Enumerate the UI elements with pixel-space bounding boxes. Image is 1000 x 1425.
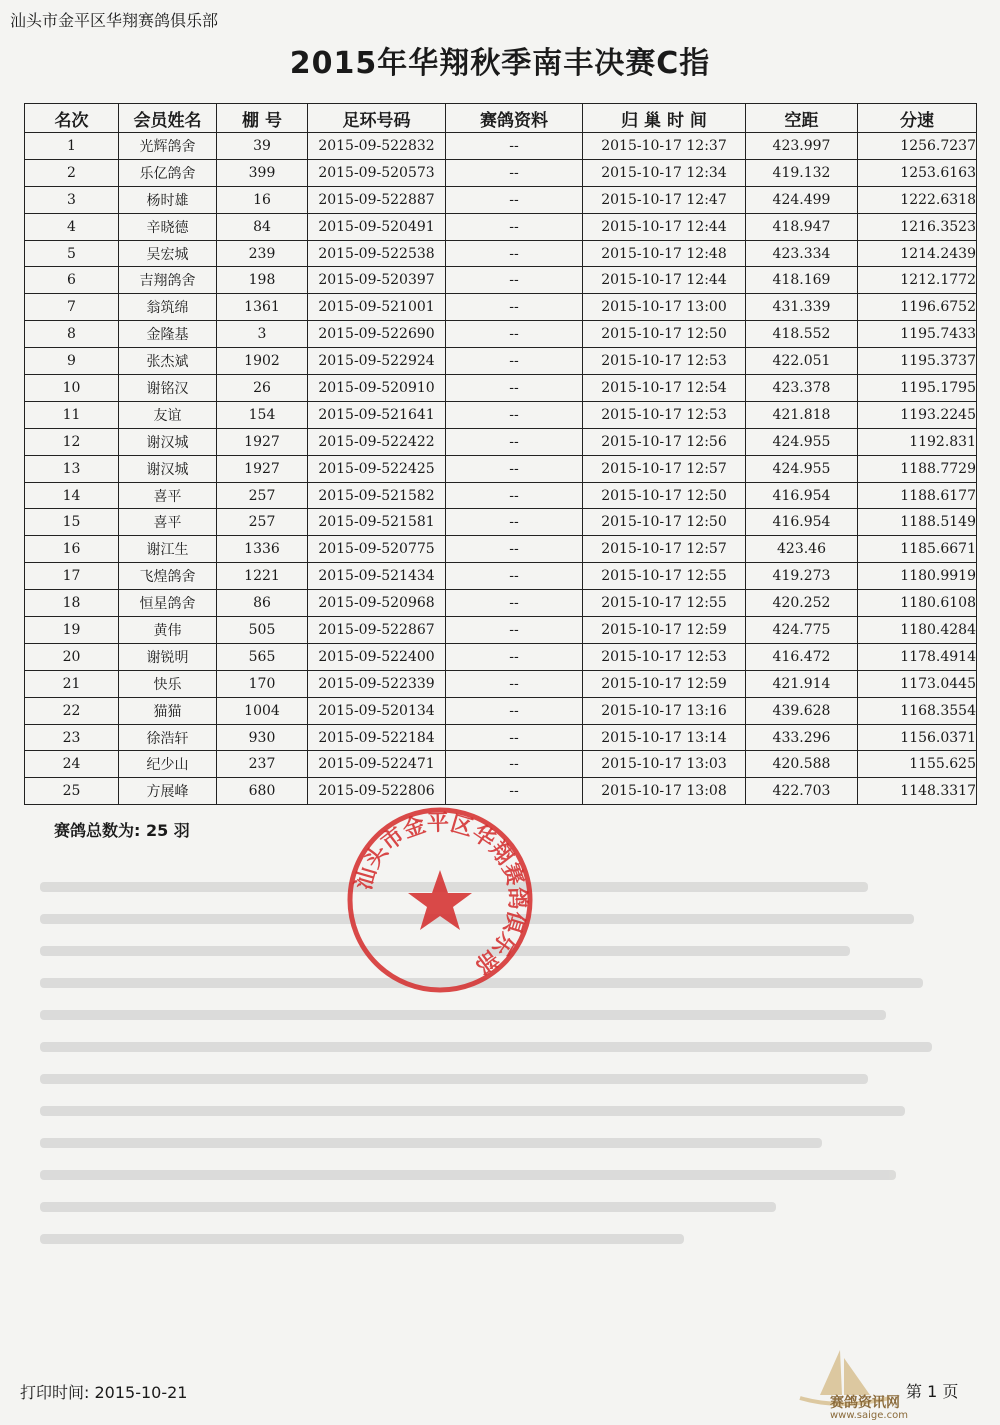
cell-distance: 431.339 (746, 294, 858, 321)
cell-loft: 154 (217, 401, 308, 428)
cell-rank: 25 (25, 778, 119, 805)
cell-member: 飞煌鸽舍 (119, 563, 217, 590)
cell-speed: 1180.9919 (858, 563, 977, 590)
cell-rank: 17 (25, 563, 119, 590)
cell-rank: 24 (25, 751, 119, 778)
cell-rank: 8 (25, 321, 119, 348)
cell-rank: 4 (25, 213, 119, 240)
cell-rank: 18 (25, 590, 119, 617)
col-header-distance: 空距 (746, 104, 858, 133)
cell-info: -- (446, 428, 583, 455)
cell-speed: 1178.4914 (858, 643, 977, 670)
cell-rank: 10 (25, 375, 119, 402)
cell-rank: 6 (25, 267, 119, 294)
cell-arrival: 2015-10-17 12:44 (583, 213, 746, 240)
col-header-speed: 分速 (858, 104, 977, 133)
cell-distance: 416.472 (746, 643, 858, 670)
cell-distance: 416.954 (746, 509, 858, 536)
cell-speed: 1180.6108 (858, 590, 977, 617)
cell-loft: 84 (217, 213, 308, 240)
table-row (25, 428, 977, 455)
cell-loft: 39 (217, 133, 308, 160)
page-number: 第 1 页 (906, 1382, 959, 1401)
cell-speed: 1173.0445 (858, 670, 977, 697)
cell-speed: 1185.6671 (858, 536, 977, 563)
col-header-loft: 棚 号 (217, 104, 308, 133)
cell-arrival: 2015-10-17 13:08 (583, 778, 746, 805)
cell-loft: 257 (217, 509, 308, 536)
cell-member: 翁筑绵 (119, 294, 217, 321)
col-header-member: 会员姓名 (119, 104, 217, 133)
watermark-text: 赛鸽资讯网 (830, 1395, 900, 1411)
cell-arrival: 2015-10-17 12:56 (583, 428, 746, 455)
cell-info: -- (446, 670, 583, 697)
cell-ring: 2015-09-522422 (308, 428, 446, 455)
cell-info: -- (446, 697, 583, 724)
cell-speed: 1195.3737 (858, 348, 977, 375)
cell-info: -- (446, 590, 583, 617)
cell-loft: 198 (217, 267, 308, 294)
cell-speed: 1195.7433 (858, 321, 977, 348)
table-row (25, 482, 977, 509)
cell-distance: 423.997 (746, 133, 858, 160)
cell-distance: 424.955 (746, 428, 858, 455)
cell-info: -- (446, 321, 583, 348)
cell-distance: 418.947 (746, 213, 858, 240)
cell-distance: 419.273 (746, 563, 858, 590)
cell-member: 猫猫 (119, 697, 217, 724)
cell-distance: 418.169 (746, 267, 858, 294)
cell-ring: 2015-09-522832 (308, 133, 446, 160)
cell-info: -- (446, 482, 583, 509)
cell-info: -- (446, 375, 583, 402)
cell-member: 恒星鸽舍 (119, 590, 217, 617)
cell-member: 友谊 (119, 401, 217, 428)
watermark-url: www.saige.com (830, 1410, 908, 1421)
cell-info: -- (446, 778, 583, 805)
cell-member: 黄伟 (119, 617, 217, 644)
col-header-ring: 足环号码 (308, 104, 446, 133)
results-table (24, 103, 977, 805)
cell-speed: 1148.3317 (858, 778, 977, 805)
cell-loft: 1361 (217, 294, 308, 321)
cell-info: -- (446, 536, 583, 563)
cell-speed: 1256.7237 (858, 133, 977, 160)
cell-distance: 418.552 (746, 321, 858, 348)
club-seal-stamp (340, 800, 540, 1000)
table-row (25, 240, 977, 267)
cell-arrival: 2015-10-17 12:34 (583, 159, 746, 186)
col-header-rank: 名次 (25, 104, 119, 133)
cell-ring: 2015-09-522867 (308, 617, 446, 644)
cell-distance: 422.703 (746, 778, 858, 805)
table-row (25, 186, 977, 213)
cell-speed: 1155.625 (858, 751, 977, 778)
table-row (25, 724, 977, 751)
cell-speed: 1195.1795 (858, 375, 977, 402)
cell-loft: 565 (217, 643, 308, 670)
cell-speed: 1216.3523 (858, 213, 977, 240)
table-row (25, 348, 977, 375)
cell-ring: 2015-09-521641 (308, 401, 446, 428)
cell-member: 方展峰 (119, 778, 217, 805)
cell-speed: 1212.1772 (858, 267, 977, 294)
cell-rank: 21 (25, 670, 119, 697)
cell-rank: 12 (25, 428, 119, 455)
cell-ring: 2015-09-522887 (308, 186, 446, 213)
cell-rank: 5 (25, 240, 119, 267)
cell-rank: 2 (25, 159, 119, 186)
cell-member: 纪少山 (119, 751, 217, 778)
cell-rank: 11 (25, 401, 119, 428)
cell-info: -- (446, 294, 583, 321)
cell-ring: 2015-09-522184 (308, 724, 446, 751)
cell-ring: 2015-09-521582 (308, 482, 446, 509)
cell-info: -- (446, 186, 583, 213)
cell-arrival: 2015-10-17 12:57 (583, 536, 746, 563)
cell-rank: 23 (25, 724, 119, 751)
table-row (25, 401, 977, 428)
cell-distance: 424.775 (746, 617, 858, 644)
col-header-info: 赛鸽资料 (446, 104, 583, 133)
table-row (25, 133, 977, 160)
cell-loft: 26 (217, 375, 308, 402)
cell-member: 吴宏城 (119, 240, 217, 267)
cell-distance: 423.378 (746, 375, 858, 402)
cell-info: -- (446, 455, 583, 482)
table-row (25, 294, 977, 321)
cell-member: 喜平 (119, 509, 217, 536)
club-name: 汕头市金平区华翔赛鸽俱乐部 (10, 11, 219, 30)
cell-member: 谢汉城 (119, 455, 217, 482)
cell-speed: 1253.6163 (858, 159, 977, 186)
cell-speed: 1214.2439 (858, 240, 977, 267)
table-row (25, 321, 977, 348)
cell-info: -- (446, 240, 583, 267)
cell-arrival: 2015-10-17 13:14 (583, 724, 746, 751)
table-row (25, 213, 977, 240)
table-row (25, 590, 977, 617)
cell-info: -- (446, 509, 583, 536)
cell-distance: 423.334 (746, 240, 858, 267)
table-row (25, 751, 977, 778)
cell-speed: 1156.0371 (858, 724, 977, 751)
cell-info: -- (446, 401, 583, 428)
cell-loft: 170 (217, 670, 308, 697)
cell-info: -- (446, 133, 583, 160)
cell-info: -- (446, 159, 583, 186)
cell-speed: 1188.6177 (858, 482, 977, 509)
cell-member: 张杰斌 (119, 348, 217, 375)
cell-info: -- (446, 213, 583, 240)
cell-loft: 680 (217, 778, 308, 805)
table-row (25, 563, 977, 590)
cell-member: 谢江生 (119, 536, 217, 563)
cell-info: -- (446, 751, 583, 778)
cell-loft: 1221 (217, 563, 308, 590)
cell-loft: 86 (217, 590, 308, 617)
cell-arrival: 2015-10-17 13:16 (583, 697, 746, 724)
cell-member: 光辉鸽舍 (119, 133, 217, 160)
cell-distance: 420.252 (746, 590, 858, 617)
cell-arrival: 2015-10-17 12:53 (583, 401, 746, 428)
cell-info: -- (446, 348, 583, 375)
table-row (25, 509, 977, 536)
cell-arrival: 2015-10-17 12:59 (583, 670, 746, 697)
table-row (25, 697, 977, 724)
cell-arrival: 2015-10-17 13:03 (583, 751, 746, 778)
cell-ring: 2015-09-520573 (308, 159, 446, 186)
cell-loft: 257 (217, 482, 308, 509)
cell-speed: 1196.6752 (858, 294, 977, 321)
cell-ring: 2015-09-520134 (308, 697, 446, 724)
cell-ring: 2015-09-522471 (308, 751, 446, 778)
cell-speed: 1188.5149 (858, 509, 977, 536)
cell-info: -- (446, 267, 583, 294)
cell-arrival: 2015-10-17 12:54 (583, 375, 746, 402)
cell-distance: 416.954 (746, 482, 858, 509)
total-count: 赛鸽总数为: 25 羽 (54, 821, 190, 840)
cell-ring: 2015-09-521434 (308, 563, 446, 590)
cell-speed: 1222.6318 (858, 186, 977, 213)
col-header-arrival: 归 巢 时 间 (583, 104, 746, 133)
cell-distance: 423.46 (746, 536, 858, 563)
cell-arrival: 2015-10-17 12:50 (583, 509, 746, 536)
cell-ring: 2015-09-522690 (308, 321, 446, 348)
cell-distance: 419.132 (746, 159, 858, 186)
cell-loft: 1004 (217, 697, 308, 724)
cell-info: -- (446, 724, 583, 751)
cell-member: 辛晓德 (119, 213, 217, 240)
table-row (25, 536, 977, 563)
cell-distance: 420.588 (746, 751, 858, 778)
cell-ring: 2015-09-520491 (308, 213, 446, 240)
page-title: 2015年华翔秋季南丰决赛C指 (289, 46, 711, 81)
table-row (25, 455, 977, 482)
cell-member: 谢锐明 (119, 643, 217, 670)
cell-info: -- (446, 563, 583, 590)
table-row (25, 617, 977, 644)
cell-speed: 1180.4284 (858, 617, 977, 644)
cell-distance: 424.499 (746, 186, 858, 213)
cell-loft: 930 (217, 724, 308, 751)
cell-rank: 3 (25, 186, 119, 213)
cell-member: 乐亿鸽舍 (119, 159, 217, 186)
cell-arrival: 2015-10-17 12:53 (583, 643, 746, 670)
cell-ring: 2015-09-520775 (308, 536, 446, 563)
cell-distance: 421.914 (746, 670, 858, 697)
cell-ring: 2015-09-520910 (308, 375, 446, 402)
cell-rank: 16 (25, 536, 119, 563)
cell-distance: 422.051 (746, 348, 858, 375)
cell-distance: 421.818 (746, 401, 858, 428)
cell-member: 快乐 (119, 670, 217, 697)
cell-rank: 20 (25, 643, 119, 670)
star-icon (408, 870, 472, 930)
cell-arrival: 2015-10-17 12:55 (583, 590, 746, 617)
cell-rank: 15 (25, 509, 119, 536)
cell-loft: 505 (217, 617, 308, 644)
cell-rank: 1 (25, 133, 119, 160)
cell-ring: 2015-09-520397 (308, 267, 446, 294)
cell-arrival: 2015-10-17 13:00 (583, 294, 746, 321)
cell-ring: 2015-09-521001 (308, 294, 446, 321)
cell-member: 喜平 (119, 482, 217, 509)
cell-speed: 1193.2245 (858, 401, 977, 428)
table-header-row (25, 104, 977, 133)
cell-speed: 1192.831 (858, 428, 977, 455)
cell-arrival: 2015-10-17 12:50 (583, 482, 746, 509)
cell-ring: 2015-09-520968 (308, 590, 446, 617)
cell-loft: 16 (217, 186, 308, 213)
cell-info: -- (446, 617, 583, 644)
cell-ring: 2015-09-522538 (308, 240, 446, 267)
cell-distance: 424.955 (746, 455, 858, 482)
cell-member: 吉翔鸽舍 (119, 267, 217, 294)
cell-member: 谢铭汉 (119, 375, 217, 402)
cell-arrival: 2015-10-17 12:37 (583, 133, 746, 160)
cell-loft: 237 (217, 751, 308, 778)
cell-ring: 2015-09-522400 (308, 643, 446, 670)
cell-loft: 3 (217, 321, 308, 348)
cell-arrival: 2015-10-17 12:57 (583, 455, 746, 482)
cell-rank: 22 (25, 697, 119, 724)
cell-member: 金隆基 (119, 321, 217, 348)
cell-ring: 2015-09-522806 (308, 778, 446, 805)
cell-rank: 7 (25, 294, 119, 321)
cell-ring: 2015-09-521581 (308, 509, 446, 536)
cell-loft: 1336 (217, 536, 308, 563)
cell-distance: 433.296 (746, 724, 858, 751)
cell-ring: 2015-09-522339 (308, 670, 446, 697)
cell-arrival: 2015-10-17 12:53 (583, 348, 746, 375)
cell-rank: 13 (25, 455, 119, 482)
cell-loft: 1927 (217, 455, 308, 482)
cell-loft: 1927 (217, 428, 308, 455)
cell-rank: 19 (25, 617, 119, 644)
table-row (25, 670, 977, 697)
cell-member: 徐浩轩 (119, 724, 217, 751)
cell-ring: 2015-09-522425 (308, 455, 446, 482)
cell-arrival: 2015-10-17 12:44 (583, 267, 746, 294)
svg-text:汕头市金平区华翔赛鸽俱乐部: 汕头市金平区华翔赛鸽俱乐部 (351, 810, 530, 978)
table-row (25, 267, 977, 294)
cell-speed: 1188.7729 (858, 455, 977, 482)
cell-ring: 2015-09-522924 (308, 348, 446, 375)
cell-loft: 399 (217, 159, 308, 186)
cell-speed: 1168.3554 (858, 697, 977, 724)
cell-arrival: 2015-10-17 12:55 (583, 563, 746, 590)
cell-arrival: 2015-10-17 12:47 (583, 186, 746, 213)
table-row (25, 375, 977, 402)
cell-arrival: 2015-10-17 12:59 (583, 617, 746, 644)
cell-member: 谢汉城 (119, 428, 217, 455)
cell-distance: 439.628 (746, 697, 858, 724)
cell-loft: 1902 (217, 348, 308, 375)
cell-arrival: 2015-10-17 12:50 (583, 321, 746, 348)
cell-rank: 14 (25, 482, 119, 509)
cell-info: -- (446, 643, 583, 670)
table-row (25, 643, 977, 670)
print-time: 打印时间: 2015-10-21 (20, 1383, 188, 1402)
cell-arrival: 2015-10-17 12:48 (583, 240, 746, 267)
cell-member: 杨时雄 (119, 186, 217, 213)
cell-loft: 239 (217, 240, 308, 267)
table-row (25, 159, 977, 186)
cell-rank: 9 (25, 348, 119, 375)
